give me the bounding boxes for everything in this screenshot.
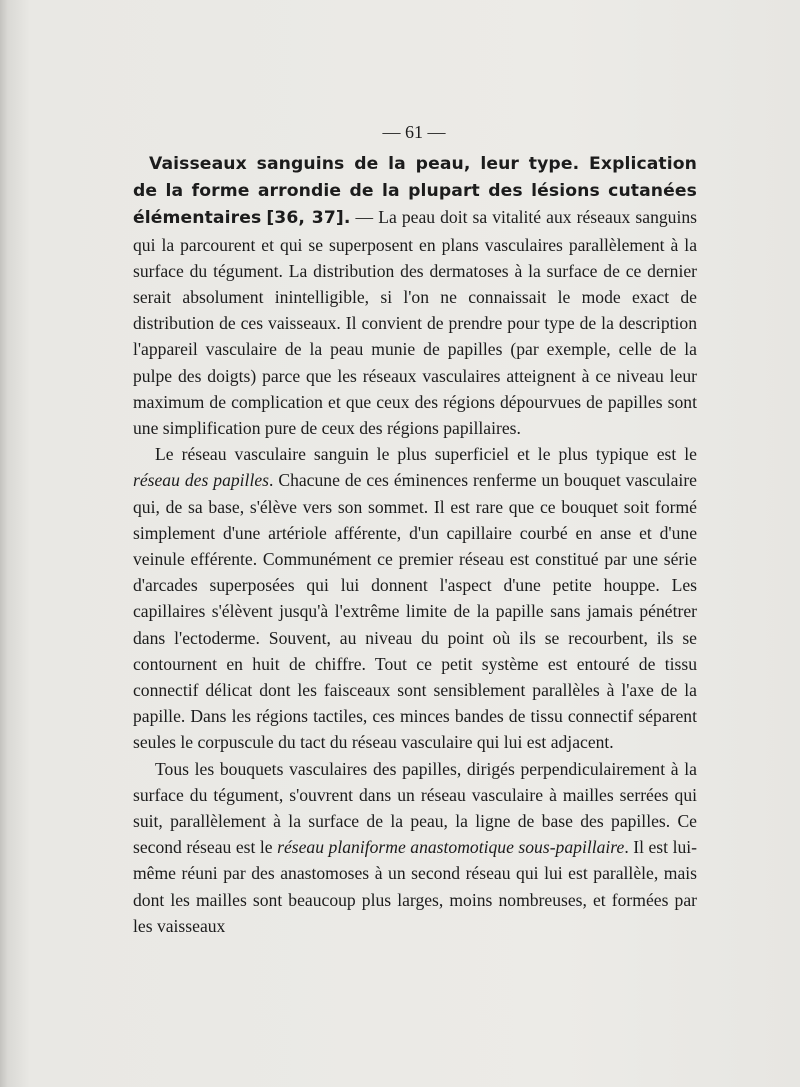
paragraph-section-intro: [133, 150, 697, 441]
page-number: — 61 —: [382, 122, 446, 142]
paragraph2-after: . Chacune de ces éminences renferme un bouquet vasculaire qui, de sa base, s'élève vers son sommet. Il est rare que ce bouquet soit formé simplement d'une artériole afférente, d'un capillaire courbé en anse et d'une veinule efférente. Communément ce premier réseau est constitué par une série d'arcades superposées qui lui donnent l'aspect d'une petite houppe. Les capillaires s'élèvent jusqu'à l'extrême limite de la papille sans jamais pénétrer dans l'ectoderme. Souvent, au niveau du point où ils se recourbent, ils se contournent en huit de chiffre. Tout ce petit système est entouré de tissu connectif délicat dont les faisceaux sont sensiblement parallèles à l'axe de la papille. Dans les régions tactiles, ces minces bandes de tissu connectif séparent seules le corpuscule du tact du réseau vasculaire qui lui est adjacent.: [133, 470, 697, 753]
section-title: Vaisseaux sanguins de la peau, leur type. Explication de la forme arrondie de la plupart des lésions cutanées élémentaires: [133, 154, 697, 229]
intro-text: La peau doit sa vitalité aux réseaux sanguins qui la parcourent et qui se superposent en plans vasculaires parallèlement à la surface du tégument. La distribution des dermatoses à la surface de ce dernier serait absolument inintelligible, si l'on ne connaissait le mode exact de distribution de ces vaisseaux. Il convient de prendre pour type de la description l'appareil vasculaire de la peau munie de papilles (par exemple, celle de la pulpe des doigts) parce que les réseaux vasculaires atteignent à ce niveau leur maximum de complication et que ceux des régions dépourvues de papilles sont une simplification pure de ceux des régions papillaires.: [133, 207, 697, 439]
dash: —: [350, 207, 379, 228]
paragraph3-italic: réseau planiforme anastomotique sous-papillaire: [277, 837, 625, 858]
paragraph-subpapillary-network: [133, 756, 697, 939]
paragraph3-before: Tous les bouquets vasculaires des papilles, dirigés perpendiculairement à la surface du tégument, s'ouvrent dans un réseau vasculaire à mailles serrées qui suit, parallèlement à la surface de la peau, la ligne de base des papilles. Ce second réseau est le: [133, 758, 697, 858]
paragraph2-before: Le réseau vasculaire sanguin le plus superficiel et le plus typique est le: [155, 444, 697, 465]
paragraph-papillae-network: [133, 441, 697, 755]
section-reference: [36, 37].: [266, 208, 351, 229]
paragraph2-italic: réseau des papilles: [133, 470, 269, 491]
paragraph3-after: . Il est lui-même réuni par des anastomoses à un second réseau qui lui est parallèle, mais dont les mailles sont beaucoup plus larges, moins nombreuses, et formées par les vaisseaux: [133, 837, 697, 936]
body-text: [133, 150, 697, 939]
